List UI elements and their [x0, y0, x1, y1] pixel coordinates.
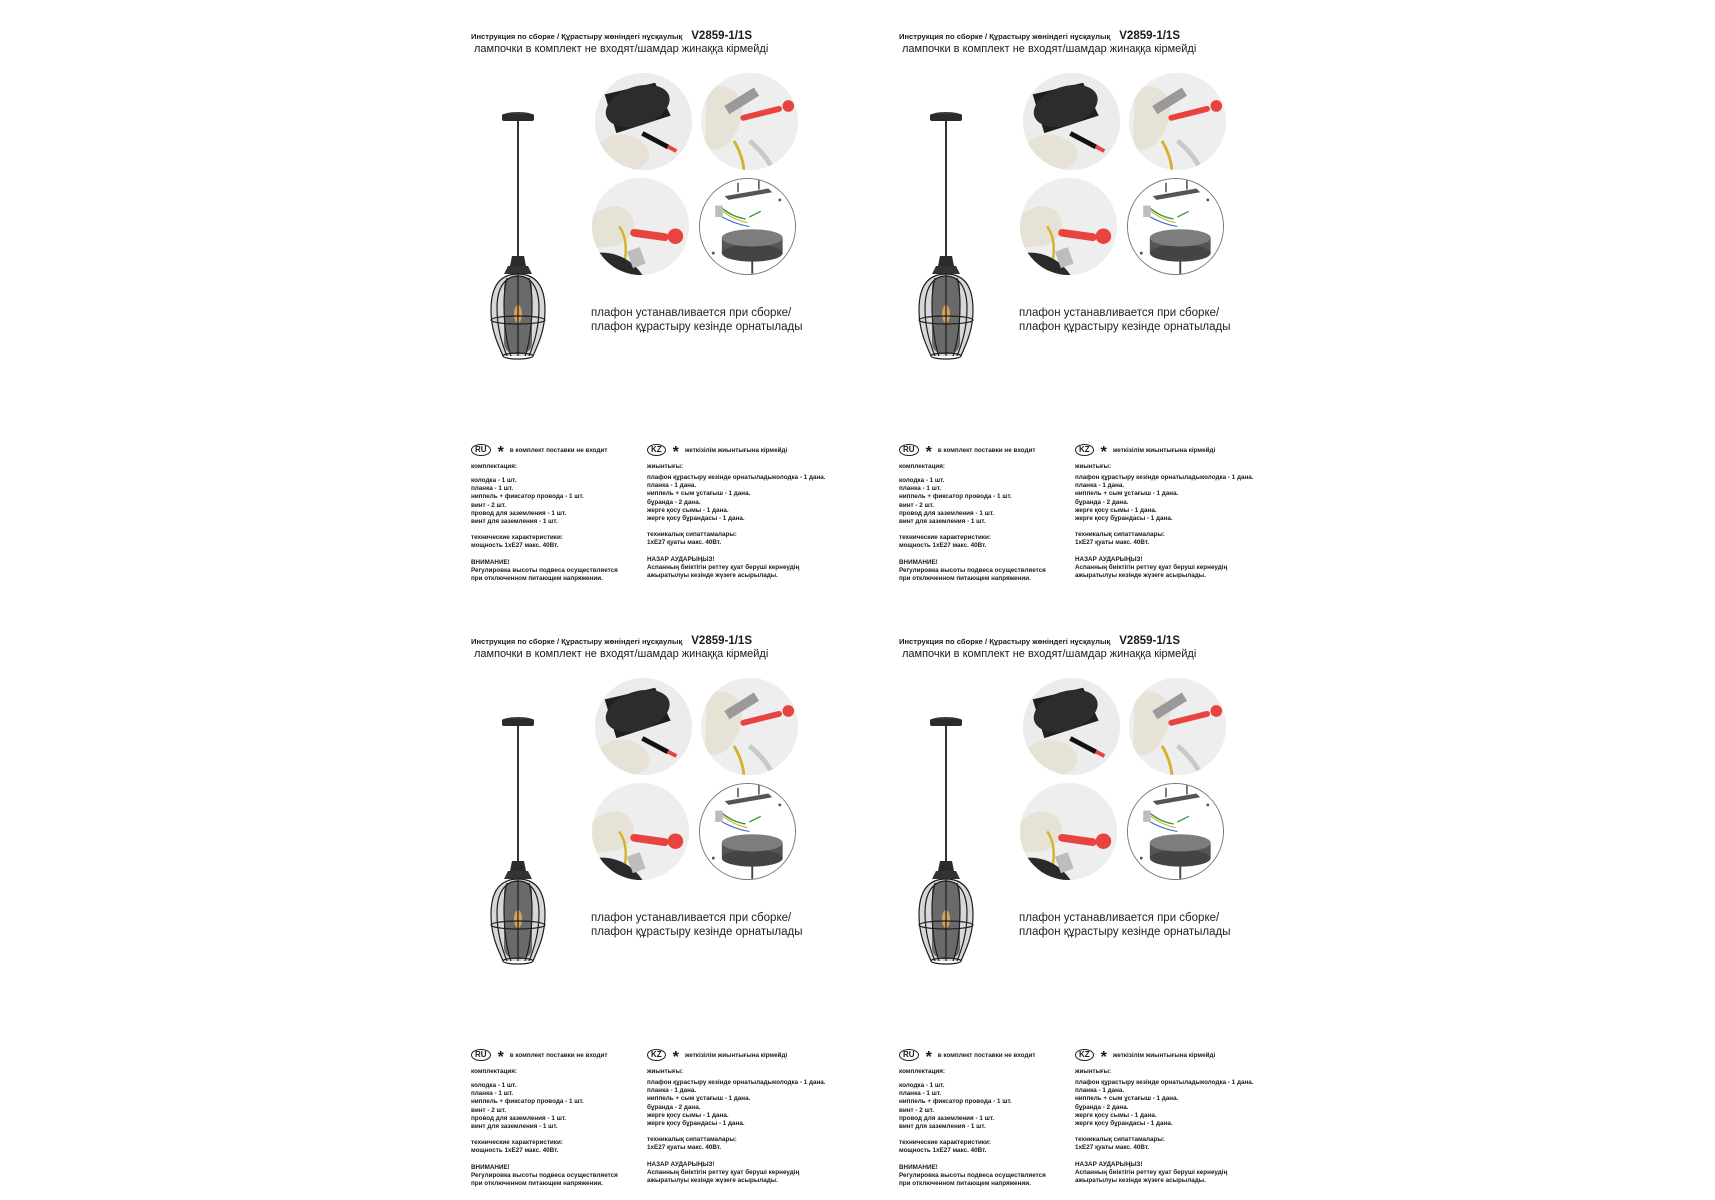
ru-tech-specs: [899, 534, 1079, 550]
list-item: бұранда - 2 дана.: [647, 1103, 701, 1111]
ru-language-badge: RU: [471, 1049, 491, 1061]
ru-not-included-note: в комплект поставки не входит: [937, 446, 1036, 454]
ru-warning: [471, 1164, 651, 1189]
kz-set-title: жиынтығы:: [1075, 463, 1112, 470]
list-item: винт - 2 шт.: [899, 501, 935, 509]
kz-tech-specs: [1075, 531, 1325, 547]
ru-tech-title: технические характеристики:: [899, 1139, 991, 1147]
kz-items-list: [647, 1079, 897, 1128]
list-item: ниппель + сым ұстағыш - 1 дана.: [647, 490, 751, 498]
instruction-page: [899, 635, 1329, 1195]
kz-warning-title: НАЗАР АУДАРЫҢЫЗ!: [1075, 555, 1143, 563]
shade-note-kz: плафон құрастыру кезінде орнатылады: [1019, 926, 1231, 938]
kz-warning-line: ажыратылуы кезінде жүзеге асырылады.: [647, 572, 778, 580]
ru-header: [471, 1047, 651, 1066]
ru-tech-title: технические характеристики:: [899, 534, 991, 542]
wire-connection-photo: [592, 178, 689, 275]
list-item: колодка - 1 шт.: [899, 1082, 945, 1089]
ru-warning-line: при отключенном питающем напряжении.: [899, 575, 1031, 583]
ru-set-title: комплектация:: [471, 463, 517, 470]
wire-connection-photo: [1020, 783, 1117, 880]
kz-warning: [1075, 556, 1325, 581]
ru-tech-specs: [471, 1139, 651, 1155]
list-item: колодка - 1 шт.: [471, 1082, 517, 1089]
kz-header: [647, 1047, 897, 1066]
ru-items-list: [899, 1082, 1079, 1131]
kz-warning-line: ажыратылуы кезінде жүзеге асырылады.: [1075, 1177, 1206, 1185]
kz-warning-line: Аспанның биіктігін реттеу қуат беруші кернеудің: [647, 1168, 800, 1176]
ru-header: [899, 1047, 1079, 1066]
list-item: колодка - 1 шт.: [471, 477, 517, 484]
kz-tech-specs: [647, 1136, 897, 1152]
kz-tech-specs: [1075, 1136, 1325, 1152]
kz-language-badge: KZ: [1075, 444, 1094, 456]
ru-warning-line: при отключенном питающем напряжении.: [899, 1180, 1031, 1188]
asterisk-icon: *: [672, 1049, 679, 1066]
kz-tech-value: 1хЕ27 қуаты макс. 40Вт.: [1075, 539, 1150, 547]
kz-not-included-note: жеткізілім жиынтығына кірмейді: [1112, 446, 1216, 454]
ru-warning: [899, 1164, 1079, 1189]
kz-set-title: жиынтығы:: [647, 1068, 684, 1075]
kz-warning: [647, 556, 897, 581]
model-number: V2859-1/1S: [691, 30, 752, 42]
ru-items-list: [471, 477, 651, 526]
assembly-diagram-icon: [699, 178, 796, 275]
wire-connection-photo: [592, 783, 689, 880]
asterisk-icon: *: [925, 1049, 932, 1066]
mounting-bracket-photo: [1129, 73, 1226, 170]
list-item: ниппель + фиксатор провода - 1 шт.: [471, 493, 584, 501]
kz-tech-specs: [647, 531, 897, 547]
ru-tech-title: технические характеристики:: [471, 534, 563, 542]
kz-warning: [647, 1161, 897, 1186]
kz-warning-title: НАЗАР АУДАРЫҢЫЗ!: [647, 555, 715, 563]
kz-tech-title: техникалық сипаттамалары:: [647, 1136, 737, 1144]
asterisk-icon: *: [925, 444, 932, 461]
kz-warning-line: ажыратылуы кезінде жүзеге асырылады.: [1075, 572, 1206, 580]
list-item: провод для заземления - 1 шт.: [899, 509, 995, 517]
bulbs-note: лампочки в комплект не входят/шамдар жинаққа кірмейді: [474, 43, 769, 55]
list-item: ниппель + фиксатор провода - 1 шт.: [899, 1098, 1012, 1106]
pendant-lamp-icon: [483, 110, 553, 395]
ru-set-title: комплектация:: [899, 1068, 945, 1075]
asterisk-icon: *: [497, 444, 504, 461]
list-item: винт для заземления - 1 шт.: [471, 518, 558, 526]
kz-warning-line: Аспанның биіктігін реттеу қуат беруші кернеудің: [1075, 563, 1228, 571]
ru-not-included-note: в комплект поставки не входит: [509, 1051, 608, 1059]
kz-section: [647, 442, 897, 580]
kz-set-title: жиынтығы:: [647, 463, 684, 470]
list-item: плафон құрастыру кезінде орнатыладыколодка - 1 дана.: [1075, 1079, 1254, 1086]
list-item: планка - 1 дана.: [647, 1087, 697, 1095]
list-item: жерге қосу бұрандасы - 1 дана.: [647, 1120, 745, 1128]
kz-header: [1075, 1047, 1325, 1066]
title-text: Инструкция по сборке / Құрастыру жөніндегі нұсқаулық: [899, 637, 1111, 646]
ru-warning-title: ВНИМАНИЕ!: [471, 558, 510, 566]
shade-note-ru: плафон устанавливается при сборке/: [1019, 912, 1220, 924]
document-title: [899, 30, 1180, 42]
ru-warning-line: Регулировка высоты подвеса осуществляется: [471, 1171, 618, 1179]
mounting-bracket-photo: [1129, 678, 1226, 775]
ru-warning-line: при отключенном питающем напряжении.: [471, 1180, 603, 1188]
ru-not-included-note: в комплект поставки не входит: [509, 446, 608, 454]
kz-set-title: жиынтығы:: [1075, 1068, 1112, 1075]
kz-header: [1075, 442, 1325, 461]
kz-not-included-note: жеткізілім жиынтығына кірмейді: [684, 446, 788, 454]
shade-note-kz: плафон құрастыру кезінде орнатылады: [591, 926, 803, 938]
wire-connection-photo: [1020, 178, 1117, 275]
kz-language-badge: KZ: [647, 1049, 666, 1061]
ru-tech-title: технические характеристики:: [471, 1139, 563, 1147]
title-text: Инструкция по сборке / Құрастыру жөніндегі нұсқаулық: [899, 32, 1111, 41]
list-item: жерге қосу бұрандасы - 1 дана.: [1075, 1120, 1173, 1128]
ceiling-canopy-photo: [1023, 73, 1120, 170]
instruction-page: [471, 30, 901, 590]
list-item: винт - 2 шт.: [471, 1106, 507, 1114]
ru-tech-specs: [471, 534, 651, 550]
kz-tech-title: техникалық сипаттамалары:: [1075, 531, 1165, 539]
asterisk-icon: *: [497, 1049, 504, 1066]
bulbs-note: лампочки в комплект не входят/шамдар жинаққа кірмейді: [902, 43, 1197, 55]
mounting-bracket-photo: [701, 73, 798, 170]
ceiling-canopy-photo: [595, 73, 692, 170]
bulbs-note: лампочки в комплект не входят/шамдар жинаққа кірмейді: [474, 648, 769, 660]
shade-note-ru: плафон устанавливается при сборке/: [591, 912, 792, 924]
ru-set-title: комплектация:: [471, 1068, 517, 1075]
ru-section: [471, 442, 651, 583]
list-item: бұранда - 2 дана.: [647, 498, 701, 506]
kz-warning-line: Аспанның биіктігін реттеу қуат беруші кернеудің: [647, 563, 800, 571]
kz-items-list: [1075, 474, 1325, 523]
kz-header: [647, 442, 897, 461]
ru-header: [899, 442, 1079, 461]
list-item: провод для заземления - 1 шт.: [899, 1114, 995, 1122]
kz-items-list: [647, 474, 897, 523]
kz-warning-title: НАЗАР АУДАРЫҢЫЗ!: [647, 1160, 715, 1168]
kz-tech-value: 1хЕ27 қуаты макс. 40Вт.: [647, 539, 722, 547]
list-item: винт для заземления - 1 шт.: [899, 1123, 986, 1131]
assembly-diagram-icon: [1127, 783, 1224, 880]
shade-note-ru: плафон устанавливается при сборке/: [591, 307, 792, 319]
list-item: ниппель + сым ұстағыш - 1 дана.: [1075, 1095, 1179, 1103]
list-item: жерге қосу сымы - 1 дана.: [647, 1111, 729, 1119]
list-item: ниппель + фиксатор провода - 1 шт.: [899, 493, 1012, 501]
model-number: V2859-1/1S: [1119, 635, 1180, 647]
list-item: винт - 2 шт.: [471, 501, 507, 509]
asterisk-icon: *: [1100, 1049, 1107, 1066]
list-item: бұранда - 2 дана.: [1075, 498, 1129, 506]
ru-section: [899, 442, 1079, 583]
assembly-diagram-icon: [1127, 178, 1224, 275]
list-item: жерге қосу сымы - 1 дана.: [1075, 506, 1157, 514]
list-item: бұранда - 2 дана.: [1075, 1103, 1129, 1111]
list-item: винт для заземления - 1 шт.: [899, 518, 986, 526]
kz-warning-line: ажыратылуы кезінде жүзеге асырылады.: [647, 1177, 778, 1185]
kz-tech-value: 1хЕ27 қуаты макс. 40Вт.: [647, 1144, 722, 1152]
ru-warning-title: ВНИМАНИЕ!: [471, 1163, 510, 1171]
ru-language-badge: RU: [899, 1049, 919, 1061]
kz-language-badge: KZ: [1075, 1049, 1094, 1061]
ru-tech-specs: [899, 1139, 1079, 1155]
ru-set-title: комплектация:: [899, 463, 945, 470]
ceiling-canopy-photo: [595, 678, 692, 775]
list-item: винт - 2 шт.: [899, 1106, 935, 1114]
shade-note: [591, 306, 803, 334]
asterisk-icon: *: [1100, 444, 1107, 461]
list-item: колодка - 1 шт.: [899, 477, 945, 484]
ru-warning-line: при отключенном питающем напряжении.: [471, 575, 603, 583]
list-item: планка - 1 дана.: [1075, 1087, 1125, 1095]
kz-tech-value: 1хЕ27 қуаты макс. 40Вт.: [1075, 1144, 1150, 1152]
list-item: жерге қосу бұрандасы - 1 дана.: [647, 515, 745, 523]
shade-note-kz: плафон құрастыру кезінде орнатылады: [591, 321, 803, 333]
instruction-page: [471, 635, 901, 1195]
ru-warning: [899, 559, 1079, 584]
ru-tech-value: мощность 1хЕ27 макс. 40Вт.: [899, 542, 987, 550]
kz-section: [1075, 442, 1325, 580]
ru-warning-line: Регулировка высоты подвеса осуществляется: [471, 566, 618, 574]
list-item: жерге қосу сымы - 1 дана.: [647, 506, 729, 514]
kz-section: [647, 1047, 897, 1185]
kz-warning-title: НАЗАР АУДАРЫҢЫЗ!: [1075, 1160, 1143, 1168]
ru-warning-title: ВНИМАНИЕ!: [899, 558, 938, 566]
list-item: планка - 1 шт.: [471, 1090, 514, 1098]
assembly-diagram-icon: [699, 783, 796, 880]
ru-not-included-note: в комплект поставки не входит: [937, 1051, 1036, 1059]
kz-warning-line: Аспанның биіктігін реттеу қуат беруші кернеудің: [1075, 1168, 1228, 1176]
ru-tech-value: мощность 1хЕ27 макс. 40Вт.: [471, 1147, 559, 1155]
ru-section: [899, 1047, 1079, 1188]
model-number: V2859-1/1S: [691, 635, 752, 647]
mounting-bracket-photo: [701, 678, 798, 775]
list-item: планка - 1 шт.: [899, 485, 942, 493]
list-item: плафон құрастыру кезінде орнатыладыколодка - 1 дана.: [647, 1079, 826, 1086]
instruction-page: [899, 30, 1329, 590]
list-item: провод для заземления - 1 шт.: [471, 1114, 567, 1122]
ru-items-list: [899, 477, 1079, 526]
document-title: [471, 30, 752, 42]
list-item: плафон құрастыру кезінде орнатыладыколодка - 1 дана.: [1075, 474, 1254, 481]
list-item: ниппель + сым ұстағыш - 1 дана.: [1075, 490, 1179, 498]
shade-note: [591, 911, 803, 939]
kz-not-included-note: жеткізілім жиынтығына кірмейді: [1112, 1051, 1216, 1059]
ru-items-list: [471, 1082, 651, 1131]
model-number: V2859-1/1S: [1119, 30, 1180, 42]
document-title: [471, 635, 752, 647]
list-item: планка - 1 дана.: [647, 482, 697, 490]
shade-note: [1019, 306, 1231, 334]
list-item: жерге қосу сымы - 1 дана.: [1075, 1111, 1157, 1119]
ru-header: [471, 442, 651, 461]
pendant-lamp-icon: [911, 110, 981, 395]
list-item: планка - 1 дана.: [1075, 482, 1125, 490]
title-text: Инструкция по сборке / Құрастыру жөніндегі нұсқаулық: [471, 637, 683, 646]
list-item: ниппель + сым ұстағыш - 1 дана.: [647, 1095, 751, 1103]
kz-section: [1075, 1047, 1325, 1185]
list-item: провод для заземления - 1 шт.: [471, 509, 567, 517]
ru-tech-value: мощность 1хЕ27 макс. 40Вт.: [899, 1147, 987, 1155]
kz-warning: [1075, 1161, 1325, 1186]
ru-language-badge: RU: [471, 444, 491, 456]
ru-warning-line: Регулировка высоты подвеса осуществляется: [899, 566, 1046, 574]
ru-tech-value: мощность 1хЕ27 макс. 40Вт.: [471, 542, 559, 550]
ru-warning-line: Регулировка высоты подвеса осуществляется: [899, 1171, 1046, 1179]
list-item: винт для заземления - 1 шт.: [471, 1123, 558, 1131]
ceiling-canopy-photo: [1023, 678, 1120, 775]
list-item: жерге қосу бұрандасы - 1 дана.: [1075, 515, 1173, 523]
list-item: планка - 1 шт.: [899, 1090, 942, 1098]
kz-tech-title: техникалық сипаттамалары:: [647, 531, 737, 539]
kz-items-list: [1075, 1079, 1325, 1128]
shade-note: [1019, 911, 1231, 939]
asterisk-icon: *: [672, 444, 679, 461]
kz-tech-title: техникалық сипаттамалары:: [1075, 1136, 1165, 1144]
ru-warning: [471, 559, 651, 584]
kz-language-badge: KZ: [647, 444, 666, 456]
pendant-lamp-icon: [483, 715, 553, 1000]
ru-language-badge: RU: [899, 444, 919, 456]
ru-section: [471, 1047, 651, 1188]
list-item: плафон құрастыру кезінде орнатыладыколодка - 1 дана.: [647, 474, 826, 481]
ru-warning-title: ВНИМАНИЕ!: [899, 1163, 938, 1171]
list-item: ниппель + фиксатор провода - 1 шт.: [471, 1098, 584, 1106]
shade-note-ru: плафон устанавливается при сборке/: [1019, 307, 1220, 319]
pendant-lamp-icon: [911, 715, 981, 1000]
document-title: [899, 635, 1180, 647]
title-text: Инструкция по сборке / Құрастыру жөніндегі нұсқаулық: [471, 32, 683, 41]
shade-note-kz: плафон құрастыру кезінде орнатылады: [1019, 321, 1231, 333]
kz-not-included-note: жеткізілім жиынтығына кірмейді: [684, 1051, 788, 1059]
list-item: планка - 1 шт.: [471, 485, 514, 493]
bulbs-note: лампочки в комплект не входят/шамдар жинаққа кірмейді: [902, 648, 1197, 660]
